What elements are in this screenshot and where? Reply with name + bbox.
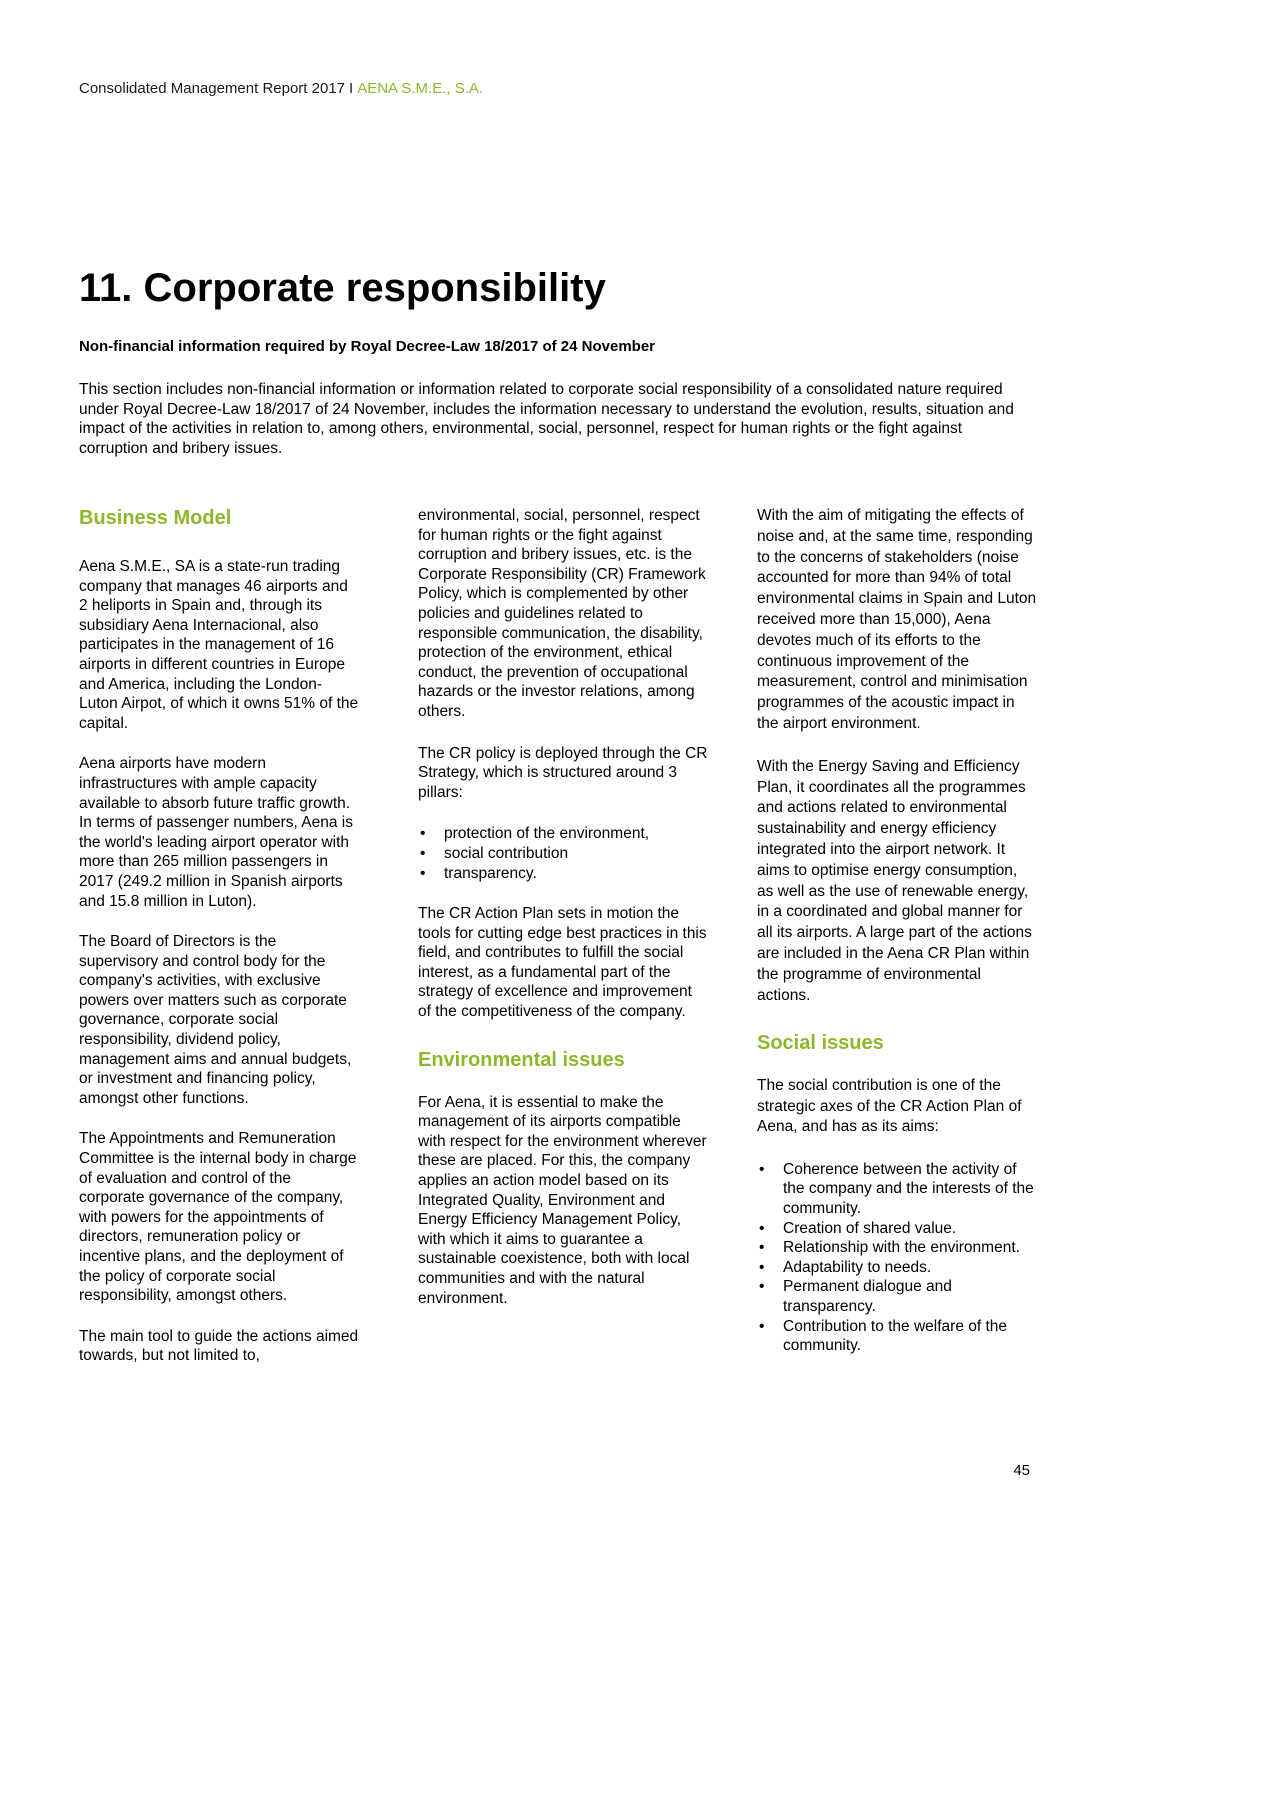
environmental-issues-heading: Environmental issues [418,1048,625,1071]
list-item: • protection of the environment, [418,824,708,844]
column-left [79,505,359,1366]
business-model-heading: Business Model [79,507,232,529]
header-separator: I [349,80,354,97]
business-model-paragraph-1: Aena S.M.E., SA is a state-run trading company that manages 46 airports and 2 heliports in Spain and, through its subsidiary Aena Internacional, also participates in the management of 16 airports in different countries in Europe and America, including the London-Luton Airpot, of which it owns 51% of the capital. [79,558,359,732]
business-model-paragraph-3: The Board of Directors is the supervisory and control body for the company's activities, with exclusive powers over matters such as corporate governance, corporate social responsibility, dividend policy, management aims and annual budgets, or investment and financing policy, amongst other functions. [79,933,352,1107]
list-item: • transparency. [418,864,708,884]
page-number: 45 [1013,1462,1030,1479]
list-item: • social contribution [418,844,708,864]
energy-plan-paragraph: With the Energy Saving and Efficiency Plan, it coordinates all the programmes and actions related to environmental sustainability and energy efficiency integrated into the airport network. It aims to optimise energy consumption, as well as the use of renewable energy, in a coordinated and global manner for all its airports. A large part of the actions are included in the Aena CR Plan within the programme of environmental actions. [757,757,1032,1004]
list-item: • Relationship with the environment. [757,1238,1037,1258]
social-issues-heading: Social issues [757,1032,884,1055]
cr-policy-paragraph: environmental, social, personnel, respect for human rights or the fight against corruption and bribery issues, etc. is the Corporate Responsibility (CR) Framework Policy, which is complemented by other policies and guidelines related to responsible communication, the disability, protection of the environment, ethical conduct, the prevention of occupational hazards or the investor relations, among others. [418,507,706,720]
section-title: 11. Corporate responsibility [79,266,606,310]
environmental-issues-paragraph: For Aena, it is essential to make the management of its airports compatible with respect for the environment wherever these are placed. For this, the company applies an action model based on its Integrated Quality, Environment and Energy Efficiency Management Policy, with which it aims to guarantee a sustainable coexistence, both with local communities and with the natural environment. [418,1093,707,1307]
column-right [757,505,1037,1356]
noise-paragraph: With the aim of mitigating the effects of noise and, at the same time, responding to the concerns of stakeholders (noise accounted for more than 94% of total environmental claims in Spain and Luton received more than 15,000), Aena devotes much of its efforts to the continuous improvement of the measurement, control and minimisation programmes of the acoustic impact in the airport environment. [757,507,1037,732]
report-title: Consolidated Management Report 2017 [79,80,346,97]
cr-strategy-paragraph: The CR policy is deployed through the CR Strategy, which is structured around 3 pillars: [418,744,708,801]
column-middle [418,505,708,1308]
report-header [79,79,483,99]
company-name: AENA S.M.E., S.A. [357,80,484,97]
cr-action-plan-paragraph: The CR Action Plan sets in motion the tools for cutting edge best practices in this field, and contributes to fulfill the social interest, as a fundamental part of the strategy of excellence and improvement of the competitiveness of the company. [418,905,707,1021]
list-item: • Coherence between the activity of the company and the interests of the community. [757,1160,1037,1219]
social-issues-paragraph: The social contribution is one of the strategic axes of the CR Action Plan of Aena, and has as its aims: [757,1077,1022,1136]
list-item: • Creation of shared value. [757,1219,1037,1239]
pillars-list [418,824,708,883]
aims-list [757,1160,1037,1356]
list-item: • Permanent dialogue and transparency. [757,1277,1037,1316]
list-item: • Contribution to the welfare of the community. [757,1317,1037,1356]
business-model-paragraph-4: The Appointments and Remuneration Committee is the internal body in charge of evaluation and control of the corporate governance of the company, with powers for the appointments of directors, remuneration policy or incentive plans, and the deployment of the policy of corporate social responsibility, amongst others. [79,1130,357,1305]
list-item: • Adaptability to needs. [757,1258,1037,1278]
section-subtitle: Non-financial information required by Royal Decree-Law 18/2017 of 24 November [79,338,655,355]
intro-paragraph: This section includes non-financial information or information related to corporate social responsibility of a consolidated nature required under Royal Decree-Law 18/2017 of 24 November, includes the information necessary to understand the evolution, results, situation and impact of the activities in relation to, among others, environmental, social, personnel, respect for human rights or the fight against corruption and bribery issues. [79,381,1014,457]
business-model-paragraph-5: The main tool to guide the actions aimed towards, but not limited to, [79,1327,359,1365]
business-model-paragraph-2: Aena airports have modern infrastructures with ample capacity available to absorb future traffic growth. In terms of passenger numbers, Aena is the world's leading airport operator with more than 265 million passengers in 2017 (249.2 million in Spanish airports and 15.8 million in Luton). [79,755,353,910]
